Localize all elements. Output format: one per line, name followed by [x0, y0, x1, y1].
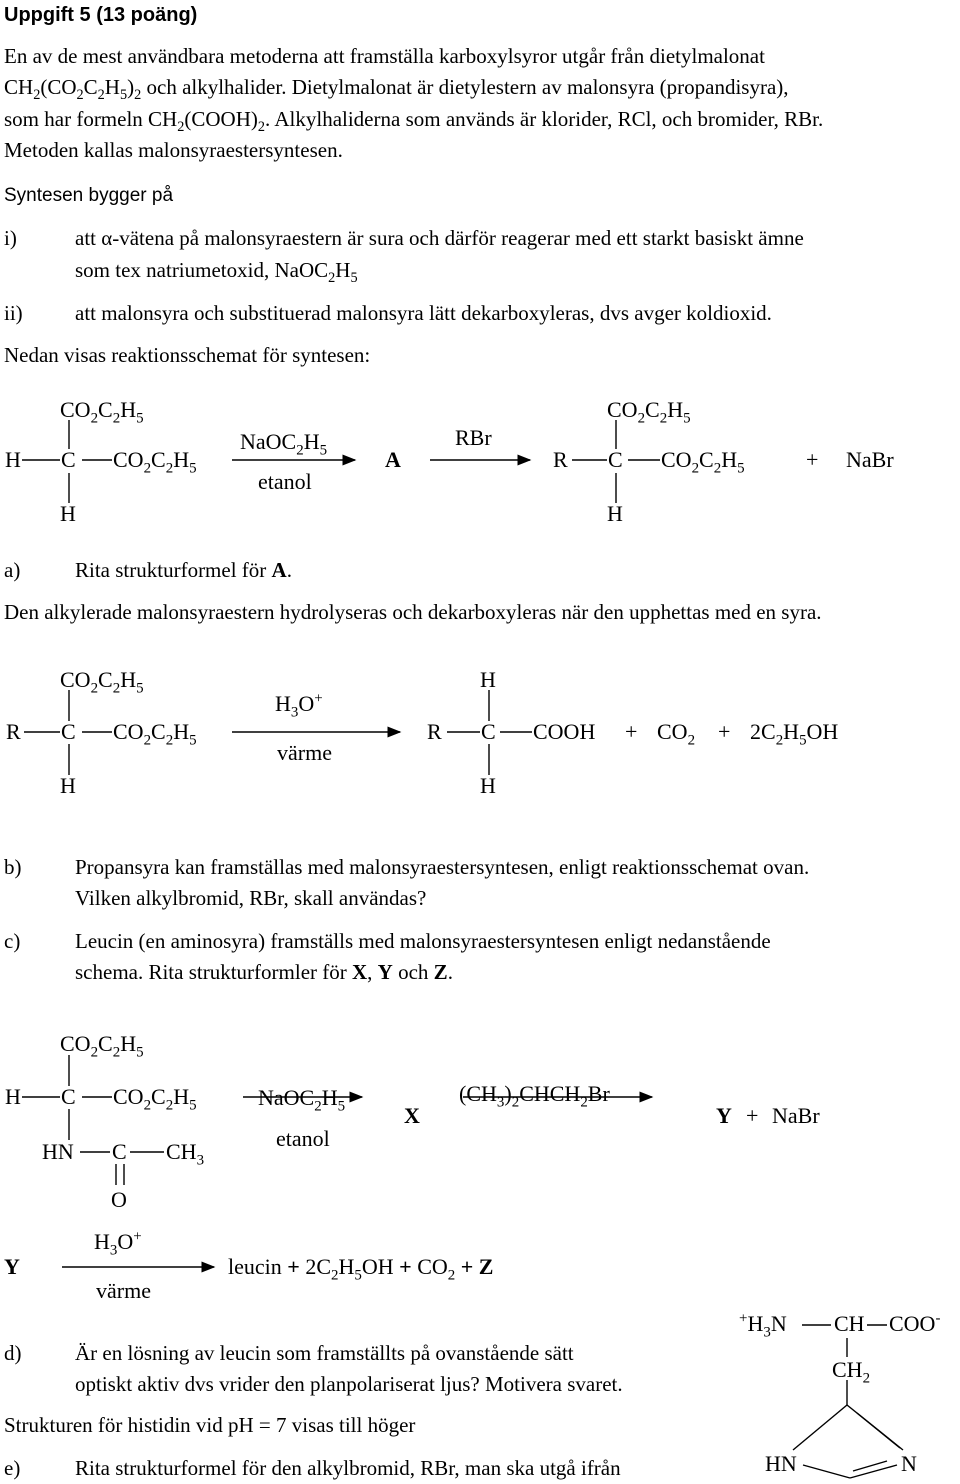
- s2-atom-r: R: [6, 719, 21, 744]
- s3-product-x: X: [404, 1103, 420, 1128]
- s3-nh-group: HN: [42, 1139, 74, 1164]
- question-e-line-1: Rita strukturformel för den alkylbromid, RBr, man ska utgå ifrån: [75, 1456, 621, 1480]
- s3-methyl: $CH_3$: [166, 1139, 205, 1169]
- item-i-line-2: som tex natriumetoxid, $NaOC_2H_5$: [75, 258, 358, 287]
- question-d-line-1: Är en lösning av leucin som framställts på ovanstående sätt: [75, 1341, 574, 1365]
- item-i-label: i): [4, 226, 17, 250]
- s4-leucin: leucin + $2C_2H_5OH + CO_2 + Z$: [228, 1254, 494, 1284]
- reaction-scheme-2: [0, 655, 960, 805]
- product-a: A: [385, 447, 401, 472]
- reaction-scheme-3: [0, 1015, 960, 1220]
- histidine-structure: [735, 1305, 960, 1484]
- s3-product-y: Y: [716, 1103, 732, 1128]
- question-c-line-2: schema. Rita strukturformler för X, Y och Z.: [75, 960, 453, 984]
- atom-h-bottom: H: [60, 501, 76, 526]
- question-a-label: a): [4, 558, 21, 582]
- s4-heat: värme: [96, 1278, 151, 1303]
- intro-line-2: $CH_2(CO_2C_2H_5)_2$ och alkylhalider. Dietylmalonat är dietylestern av malonsyra (propandisyra),: [4, 75, 789, 104]
- question-d-label: d): [4, 1341, 22, 1365]
- item-ii-line-1: att malonsyra och substituerad malonsyra lätt dekarboxyleras, dvs avger koldioxid.: [75, 301, 772, 325]
- histidine-ch2: $CH_2$: [832, 1357, 871, 1387]
- scheme-intro: Nedan visas reaktionsschemat för syntesen:: [4, 343, 371, 367]
- item-ii-label: ii): [4, 301, 23, 325]
- s2-product-c: C: [481, 719, 496, 744]
- s4-reactant-y: Y: [4, 1254, 20, 1279]
- s2-product-h-top: H: [480, 667, 496, 692]
- question-b-line-1: Propansyra kan framställas med malonsyraestersyntesen, enligt reaktionsschemat ovan.: [75, 855, 810, 879]
- question-b-label: b): [4, 855, 22, 879]
- product-ester-top: $CO_2C_2H_5$: [607, 397, 691, 427]
- question-a-text: Rita strukturformel för A.: [75, 558, 292, 582]
- question-c-line-1: Leucin (en aminosyra) framställs med malonsyraestersyntesen enligt nedanstående: [75, 929, 771, 953]
- question-c-label: c): [4, 929, 21, 953]
- intro-line-3: som har formeln $CH_2(COOH)_2$. Alkylhaliderna som används är klorider, RCl, och bromider, RBr.: [4, 107, 824, 136]
- s2-atom-c: C: [61, 719, 76, 744]
- histidine-alpha-ch: CH: [834, 1311, 865, 1336]
- s2-plus-1: +: [625, 719, 638, 744]
- task-title: Uppgift 5 (13 poäng): [4, 4, 198, 26]
- atom-c-product: C: [608, 447, 623, 472]
- s3-plus: +: [746, 1103, 759, 1128]
- s3-base-reagent: $NaOC_2H_5$: [258, 1085, 346, 1115]
- s2-ester-right: $CO_2C_2H_5$: [113, 719, 197, 749]
- histidine-intro: Strukturen för histidin vid pH = 7 visas till höger: [4, 1413, 416, 1437]
- s3-atom-c: C: [61, 1084, 76, 1109]
- s2-heat-label: värme: [277, 740, 332, 765]
- s2-product-h-bottom: H: [480, 773, 496, 798]
- atom-c-central: C: [61, 447, 76, 472]
- s2-product-cooh: COOH: [533, 719, 596, 744]
- s2-atom-h-bottom: H: [60, 773, 76, 798]
- byproduct-nabr: NaBr: [846, 447, 894, 472]
- question-b-line-2: Vilken alkylbromid, RBr, skall användas?: [75, 886, 427, 910]
- intro-line-4: Metoden kallas malonsyraestersyntesen.: [4, 138, 343, 162]
- question-d-line-2: optiskt aktiv dvs vrider den planpolariserat ljus? Motivera svaret.: [75, 1372, 623, 1396]
- base-reagent: $NaOC_2H_5$: [240, 429, 328, 459]
- intro-line-1: En av de mest användbara metoderna att framställa karboxylsyror utgår från dietylmalonat: [4, 44, 765, 68]
- s3-carbonyl-c: C: [112, 1139, 127, 1164]
- s3-solvent: etanol: [276, 1126, 330, 1151]
- reagent-rbr: RBr: [455, 425, 492, 450]
- reaction-scheme-4: [0, 1225, 960, 1315]
- histidine-ammonium: $^+H_3N$: [739, 1310, 787, 1341]
- product-ester-right: $CO_2C_2H_5$: [661, 447, 745, 477]
- plus-sign: +: [806, 447, 819, 472]
- histidine-ring-nh: HN: [765, 1451, 797, 1476]
- s2-co2: $CO_2$: [657, 719, 696, 749]
- s3-atom-h: H: [5, 1084, 21, 1109]
- s3-carbonyl-o: O: [111, 1187, 127, 1212]
- product-h-bottom: H: [607, 501, 623, 526]
- s2-ethanol: $2C_2H_5OH$: [750, 719, 839, 749]
- item-i-line-1: att α-vätena på malonsyraestern är sura och därför reagerar med ett starkt basiskt ämne: [75, 226, 804, 250]
- s2-product-r: R: [427, 719, 442, 744]
- s4-acid: $H_3O^+$: [94, 1228, 142, 1259]
- ester-group-right: $CO_2C_2H_5$: [113, 447, 197, 477]
- histidine-carboxylate: COO-: [889, 1310, 941, 1336]
- s3-nabr: NaBr: [772, 1103, 820, 1128]
- atom-r: R: [553, 447, 568, 472]
- s2-ester-top: $CO_2C_2H_5$: [60, 667, 144, 697]
- hydrolysis-text: Den alkylerade malonsyraestern hydrolyseras och dekarboxyleras när den upphettas med en syra.: [4, 600, 822, 624]
- s3-ester-top: $CO_2C_2H_5$: [60, 1031, 144, 1061]
- atom-h-left: H: [5, 447, 21, 472]
- reaction-scheme-1: [0, 385, 960, 535]
- question-e-label: e): [4, 1456, 21, 1480]
- solvent-label: etanol: [258, 469, 312, 494]
- ester-group-top: $CO_2C_2H_5$: [60, 397, 144, 427]
- s3-ester-right: $CO_2C_2H_5$: [113, 1084, 197, 1114]
- s2-acid-reagent: $H_3O^+$: [275, 690, 323, 721]
- intro-line-5: Syntesen bygger på: [4, 185, 174, 206]
- histidine-ring-n: N: [901, 1451, 917, 1476]
- s2-plus-2: +: [718, 719, 731, 744]
- s3-alkyl-bromide: $(CH_3)_2CHCH_2Br$: [459, 1081, 610, 1111]
